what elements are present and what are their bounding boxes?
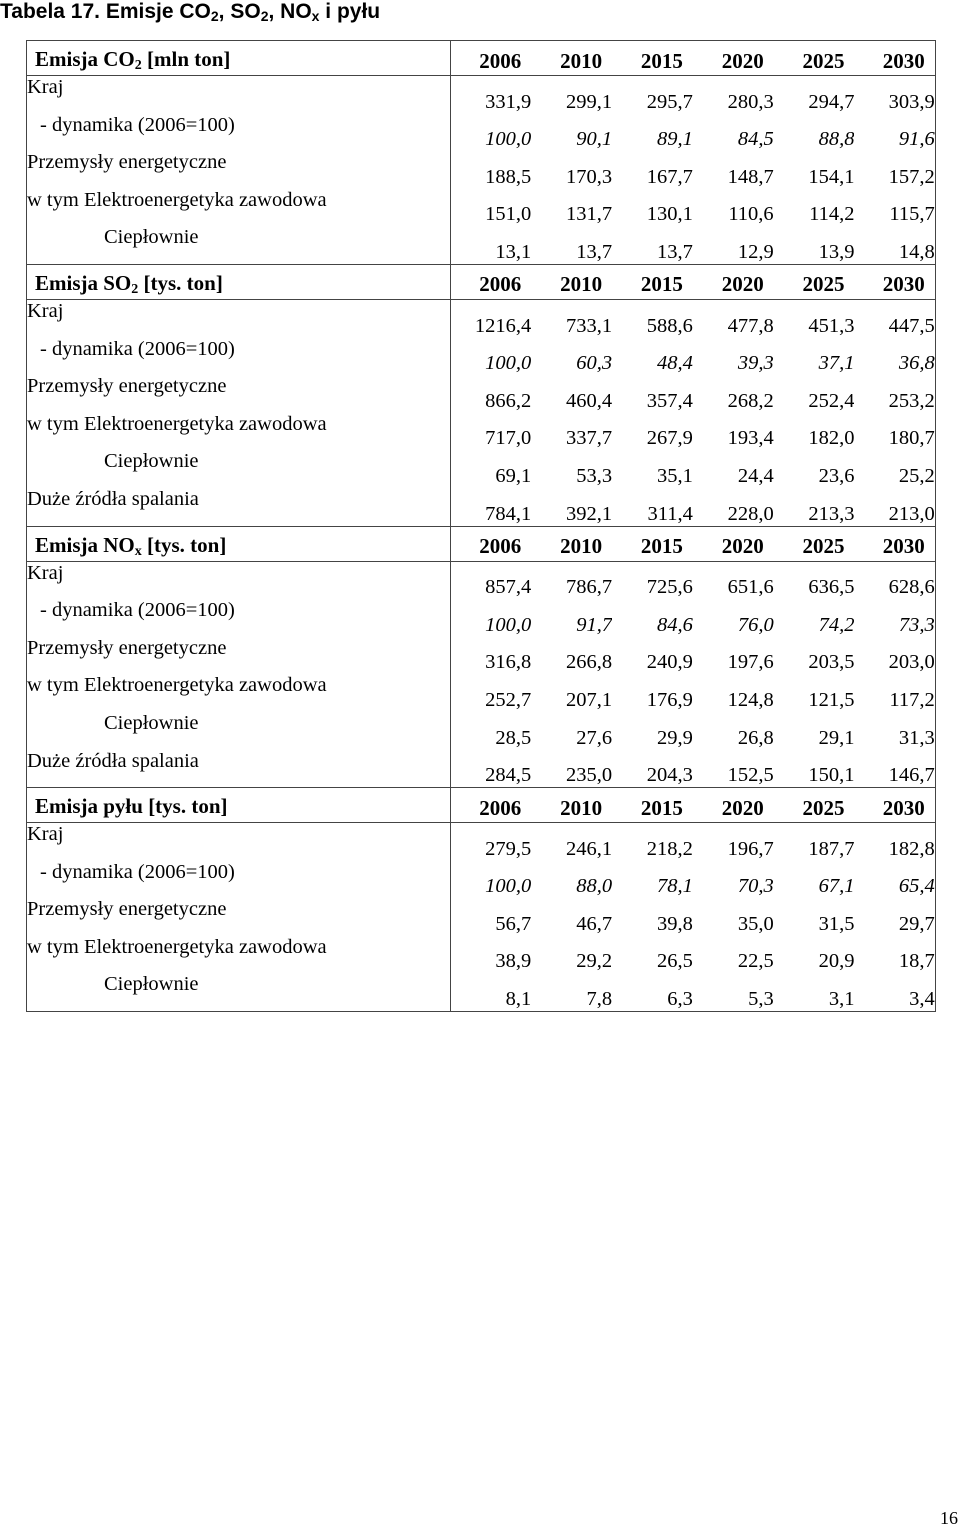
value-cell: 26,5 [657, 950, 693, 973]
value-cell: 56,7 [451, 898, 532, 936]
value-cell: 218,2 [646, 837, 693, 860]
value-cell: 5,3 [693, 973, 774, 1011]
table-row [27, 599, 936, 637]
table-row [27, 936, 936, 974]
value-cell: 196,7 [727, 837, 774, 860]
value-cell: 6,3 [612, 973, 693, 1011]
table-row [27, 488, 936, 526]
value-cell: 651,6 [727, 576, 774, 599]
value-cell: 7,8 [531, 973, 612, 1011]
value-cell: 252,4 [808, 389, 855, 412]
value-cell: 100,0 [451, 114, 532, 152]
value-cell: 182,0 [808, 427, 855, 450]
value-cell: 31,3 [854, 712, 935, 750]
value-cell: 84,6 [657, 613, 693, 636]
value-cell: 25,2 [854, 450, 935, 488]
value-cell: 115,7 [854, 189, 935, 227]
value-cell: 392,1 [565, 502, 613, 525]
value-cell: 717,0 [451, 413, 532, 451]
value-cell: 628,6 [854, 561, 935, 599]
value-cell: 331,9 [451, 76, 532, 114]
row-label: Przemysły energetyczne [27, 898, 451, 936]
value-cell: 150,1 [808, 764, 855, 787]
table-row [27, 750, 936, 788]
value-cell: 857,4 [451, 561, 532, 599]
value-cell: 121,5 [808, 688, 855, 711]
row-label: Kraj [27, 561, 451, 599]
value-cell: 207,1 [565, 688, 613, 711]
value-cell: 303,9 [854, 76, 935, 114]
value-cell: 13,1 [451, 226, 532, 264]
value-cell: 204,3 [646, 764, 693, 787]
value-cell: 26,8 [737, 726, 774, 749]
value-cell: 14,8 [854, 226, 935, 264]
value-cell: 3,4 [854, 973, 935, 1011]
value-cell: 84,5 [737, 128, 774, 151]
value-cell: 31,5 [818, 912, 855, 935]
value-cell: 151,0 [451, 189, 532, 227]
value-cell: 88,8 [818, 128, 855, 151]
value-cell: 13,7 [576, 240, 613, 263]
table-row [27, 674, 936, 712]
table-row [27, 823, 936, 861]
year-header: 2010 [531, 526, 612, 561]
value-cell: 46,7 [576, 912, 613, 935]
value-cell: 100,0 [451, 599, 532, 637]
value-cell: 13,9 [818, 240, 855, 263]
value-cell: 786,7 [565, 576, 613, 599]
value-cell: 23,6 [818, 464, 855, 487]
year-header: 2015 [612, 526, 693, 561]
year-header: 2015 [612, 264, 693, 299]
value-cell: 69,1 [451, 450, 532, 488]
year-header: 2006 [451, 526, 532, 561]
row-label: Duże źródła spalania [27, 750, 451, 788]
row-label: Przemysły energetyczne [27, 151, 451, 189]
section-header-row [27, 264, 936, 299]
value-cell: 866,2 [451, 375, 532, 413]
value-cell: 284,5 [451, 750, 532, 788]
table-row [27, 151, 936, 189]
table-row [27, 898, 936, 936]
value-cell: 187,7 [808, 837, 855, 860]
value-cell: 299,1 [565, 90, 613, 113]
value-cell: 73,3 [854, 599, 935, 637]
value-cell: 316,8 [451, 637, 532, 675]
value-cell: 22,5 [737, 950, 774, 973]
value-cell: 1216,4 [451, 299, 532, 337]
table-row [27, 450, 936, 488]
row-label: - dynamika (2006=100) [27, 599, 451, 637]
value-cell: 228,0 [727, 502, 774, 525]
value-cell: 167,7 [646, 165, 693, 188]
value-cell: 3,1 [774, 973, 855, 1011]
value-cell: 24,4 [737, 464, 774, 487]
emissions-table [26, 40, 936, 1012]
value-cell: 53,3 [576, 464, 613, 487]
value-cell: 146,7 [854, 750, 935, 788]
value-cell: 203,5 [808, 651, 855, 674]
row-label: Przemysły energetyczne [27, 637, 451, 675]
year-header: 2020 [693, 526, 774, 561]
value-cell: 124,8 [727, 688, 774, 711]
table-row [27, 114, 936, 152]
year-header: 2020 [693, 41, 774, 76]
value-cell: 733,1 [565, 314, 613, 337]
value-cell: 20,9 [818, 950, 855, 973]
table-row [27, 561, 936, 599]
section-header-row [27, 788, 936, 823]
value-cell: 280,3 [727, 90, 774, 113]
year-header: 2025 [774, 788, 855, 823]
row-label: w tym Elektroenergetyka zawodowa [27, 674, 451, 712]
value-cell: 90,1 [576, 128, 613, 151]
table-row [27, 76, 936, 114]
row-label: Ciepłownie [27, 226, 451, 264]
value-cell: 477,8 [727, 314, 774, 337]
year-header: 2030 [854, 264, 935, 299]
value-cell: 28,5 [451, 712, 532, 750]
section-title: Emisja $CO_2$ [mln ton] [27, 41, 451, 76]
value-cell: 267,9 [646, 427, 693, 450]
table-row [27, 413, 936, 451]
year-header: 2010 [531, 41, 612, 76]
section-title: Emisja pyłu [tys. ton] [27, 788, 451, 823]
value-cell: 12,9 [737, 240, 774, 263]
value-cell: 784,1 [451, 488, 532, 526]
value-cell: 29,2 [576, 950, 613, 973]
row-label: w tym Elektroenergetyka zawodowa [27, 936, 451, 974]
value-cell: 35,1 [657, 464, 693, 487]
row-label: Kraj [27, 76, 451, 114]
value-cell: 193,4 [727, 427, 774, 450]
value-cell: 148,7 [727, 165, 774, 188]
table-row [27, 861, 936, 899]
value-cell: 37,1 [818, 352, 855, 375]
value-cell: 74,2 [818, 613, 855, 636]
year-header: 2025 [774, 264, 855, 299]
year-header: 2015 [612, 41, 693, 76]
value-cell: 279,5 [451, 823, 532, 861]
value-cell: 39,8 [657, 912, 693, 935]
row-label: Kraj [27, 299, 451, 337]
value-cell: 188,5 [451, 151, 532, 189]
value-cell: 460,4 [565, 389, 613, 412]
row-label: Przemysły energetyczne [27, 375, 451, 413]
table-row [27, 712, 936, 750]
value-cell: 65,4 [854, 861, 935, 899]
value-cell: 36,8 [854, 338, 935, 376]
value-cell: 154,1 [808, 165, 855, 188]
value-cell: 13,7 [657, 240, 693, 263]
value-cell: 70,3 [737, 875, 774, 898]
row-label: - dynamika (2006=100) [27, 861, 451, 899]
row-label: - dynamika (2006=100) [27, 338, 451, 376]
value-cell: 636,5 [808, 576, 855, 599]
table-title: Tabela 17. Emisje $CO_2$, $SO_2$, $NO_x$ i pyłu [0, 0, 381, 24]
value-cell: 246,1 [565, 837, 613, 860]
value-cell: 357,4 [646, 389, 693, 412]
value-cell: 253,2 [854, 375, 935, 413]
table-row [27, 226, 936, 264]
value-cell: 130,1 [646, 203, 693, 226]
year-header: 2030 [854, 41, 935, 76]
year-header: 2006 [451, 264, 532, 299]
row-label: Duże źródła spalania [27, 488, 451, 526]
value-cell: 152,5 [727, 764, 774, 787]
value-cell: 29,7 [854, 898, 935, 936]
section-title: Emisja $SO_2$ [tys. ton] [27, 264, 451, 299]
value-cell: 48,4 [657, 352, 693, 375]
value-cell: 29,9 [657, 726, 693, 749]
value-cell: 294,7 [808, 90, 855, 113]
value-cell: 725,6 [646, 576, 693, 599]
row-label: Kraj [27, 823, 451, 861]
value-cell: 8,1 [451, 973, 532, 1011]
value-cell: 114,2 [809, 203, 855, 226]
value-cell: 176,9 [646, 688, 693, 711]
value-cell: 170,3 [565, 165, 613, 188]
value-cell: 213,3 [808, 502, 855, 525]
value-cell: 89,1 [657, 128, 693, 151]
value-cell: 60,3 [576, 352, 613, 375]
value-cell: 35,0 [737, 912, 774, 935]
year-header: 2006 [451, 41, 532, 76]
value-cell: 29,1 [818, 726, 855, 749]
value-cell: 157,2 [854, 151, 935, 189]
section-header-row [27, 526, 936, 561]
value-cell: 110,6 [728, 203, 774, 226]
value-cell: 38,9 [451, 936, 532, 974]
year-header: 2020 [693, 788, 774, 823]
value-cell: 266,8 [565, 651, 613, 674]
value-cell: 252,7 [451, 674, 532, 712]
table-row [27, 637, 936, 675]
value-cell: 88,0 [576, 875, 613, 898]
value-cell: 76,0 [737, 613, 774, 636]
value-cell: 117,2 [854, 674, 935, 712]
row-label: w tym Elektroenergetyka zawodowa [27, 189, 451, 227]
value-cell: 91,7 [576, 613, 613, 636]
value-cell: 100,0 [451, 338, 532, 376]
value-cell: 240,9 [646, 651, 693, 674]
year-header: 2006 [451, 788, 532, 823]
value-cell: 311,4 [647, 502, 693, 525]
value-cell: 588,6 [646, 314, 693, 337]
table-row [27, 338, 936, 376]
value-cell: 18,7 [854, 936, 935, 974]
page-number: 16 [940, 1508, 958, 1528]
value-cell: 100,0 [451, 861, 532, 899]
row-label: Ciepłownie [27, 973, 451, 1011]
value-cell: 67,1 [818, 875, 855, 898]
value-cell: 451,3 [808, 314, 855, 337]
value-cell: 182,8 [854, 823, 935, 861]
year-header: 2010 [531, 788, 612, 823]
value-cell: 295,7 [646, 90, 693, 113]
value-cell: 27,6 [576, 726, 613, 749]
year-header: 2025 [774, 526, 855, 561]
table-row [27, 973, 936, 1011]
value-cell: 197,6 [727, 651, 774, 674]
table-row [27, 375, 936, 413]
section-title: Emisja $NO_x$ [tys. ton] [27, 526, 451, 561]
value-cell: 39,3 [737, 352, 774, 375]
value-cell: 447,5 [854, 299, 935, 337]
year-header: 2025 [774, 41, 855, 76]
row-label: Ciepłownie [27, 450, 451, 488]
value-cell: 203,0 [854, 637, 935, 675]
year-header: 2010 [531, 264, 612, 299]
table-row [27, 299, 936, 337]
value-cell: 180,7 [854, 413, 935, 451]
year-header: 2020 [693, 264, 774, 299]
value-cell: 78,1 [657, 875, 693, 898]
year-header: 2030 [854, 788, 935, 823]
row-label: - dynamika (2006=100) [27, 114, 451, 152]
row-label: Ciepłownie [27, 712, 451, 750]
value-cell: 235,0 [565, 764, 613, 787]
value-cell: 213,0 [854, 488, 935, 526]
year-header: 2015 [612, 788, 693, 823]
value-cell: 131,7 [565, 203, 613, 226]
year-header: 2030 [854, 526, 935, 561]
value-cell: 268,2 [727, 389, 774, 412]
section-header-row [27, 41, 936, 76]
value-cell: 337,7 [565, 427, 613, 450]
value-cell: 91,6 [854, 114, 935, 152]
row-label: w tym Elektroenergetyka zawodowa [27, 413, 451, 451]
table-row [27, 189, 936, 227]
